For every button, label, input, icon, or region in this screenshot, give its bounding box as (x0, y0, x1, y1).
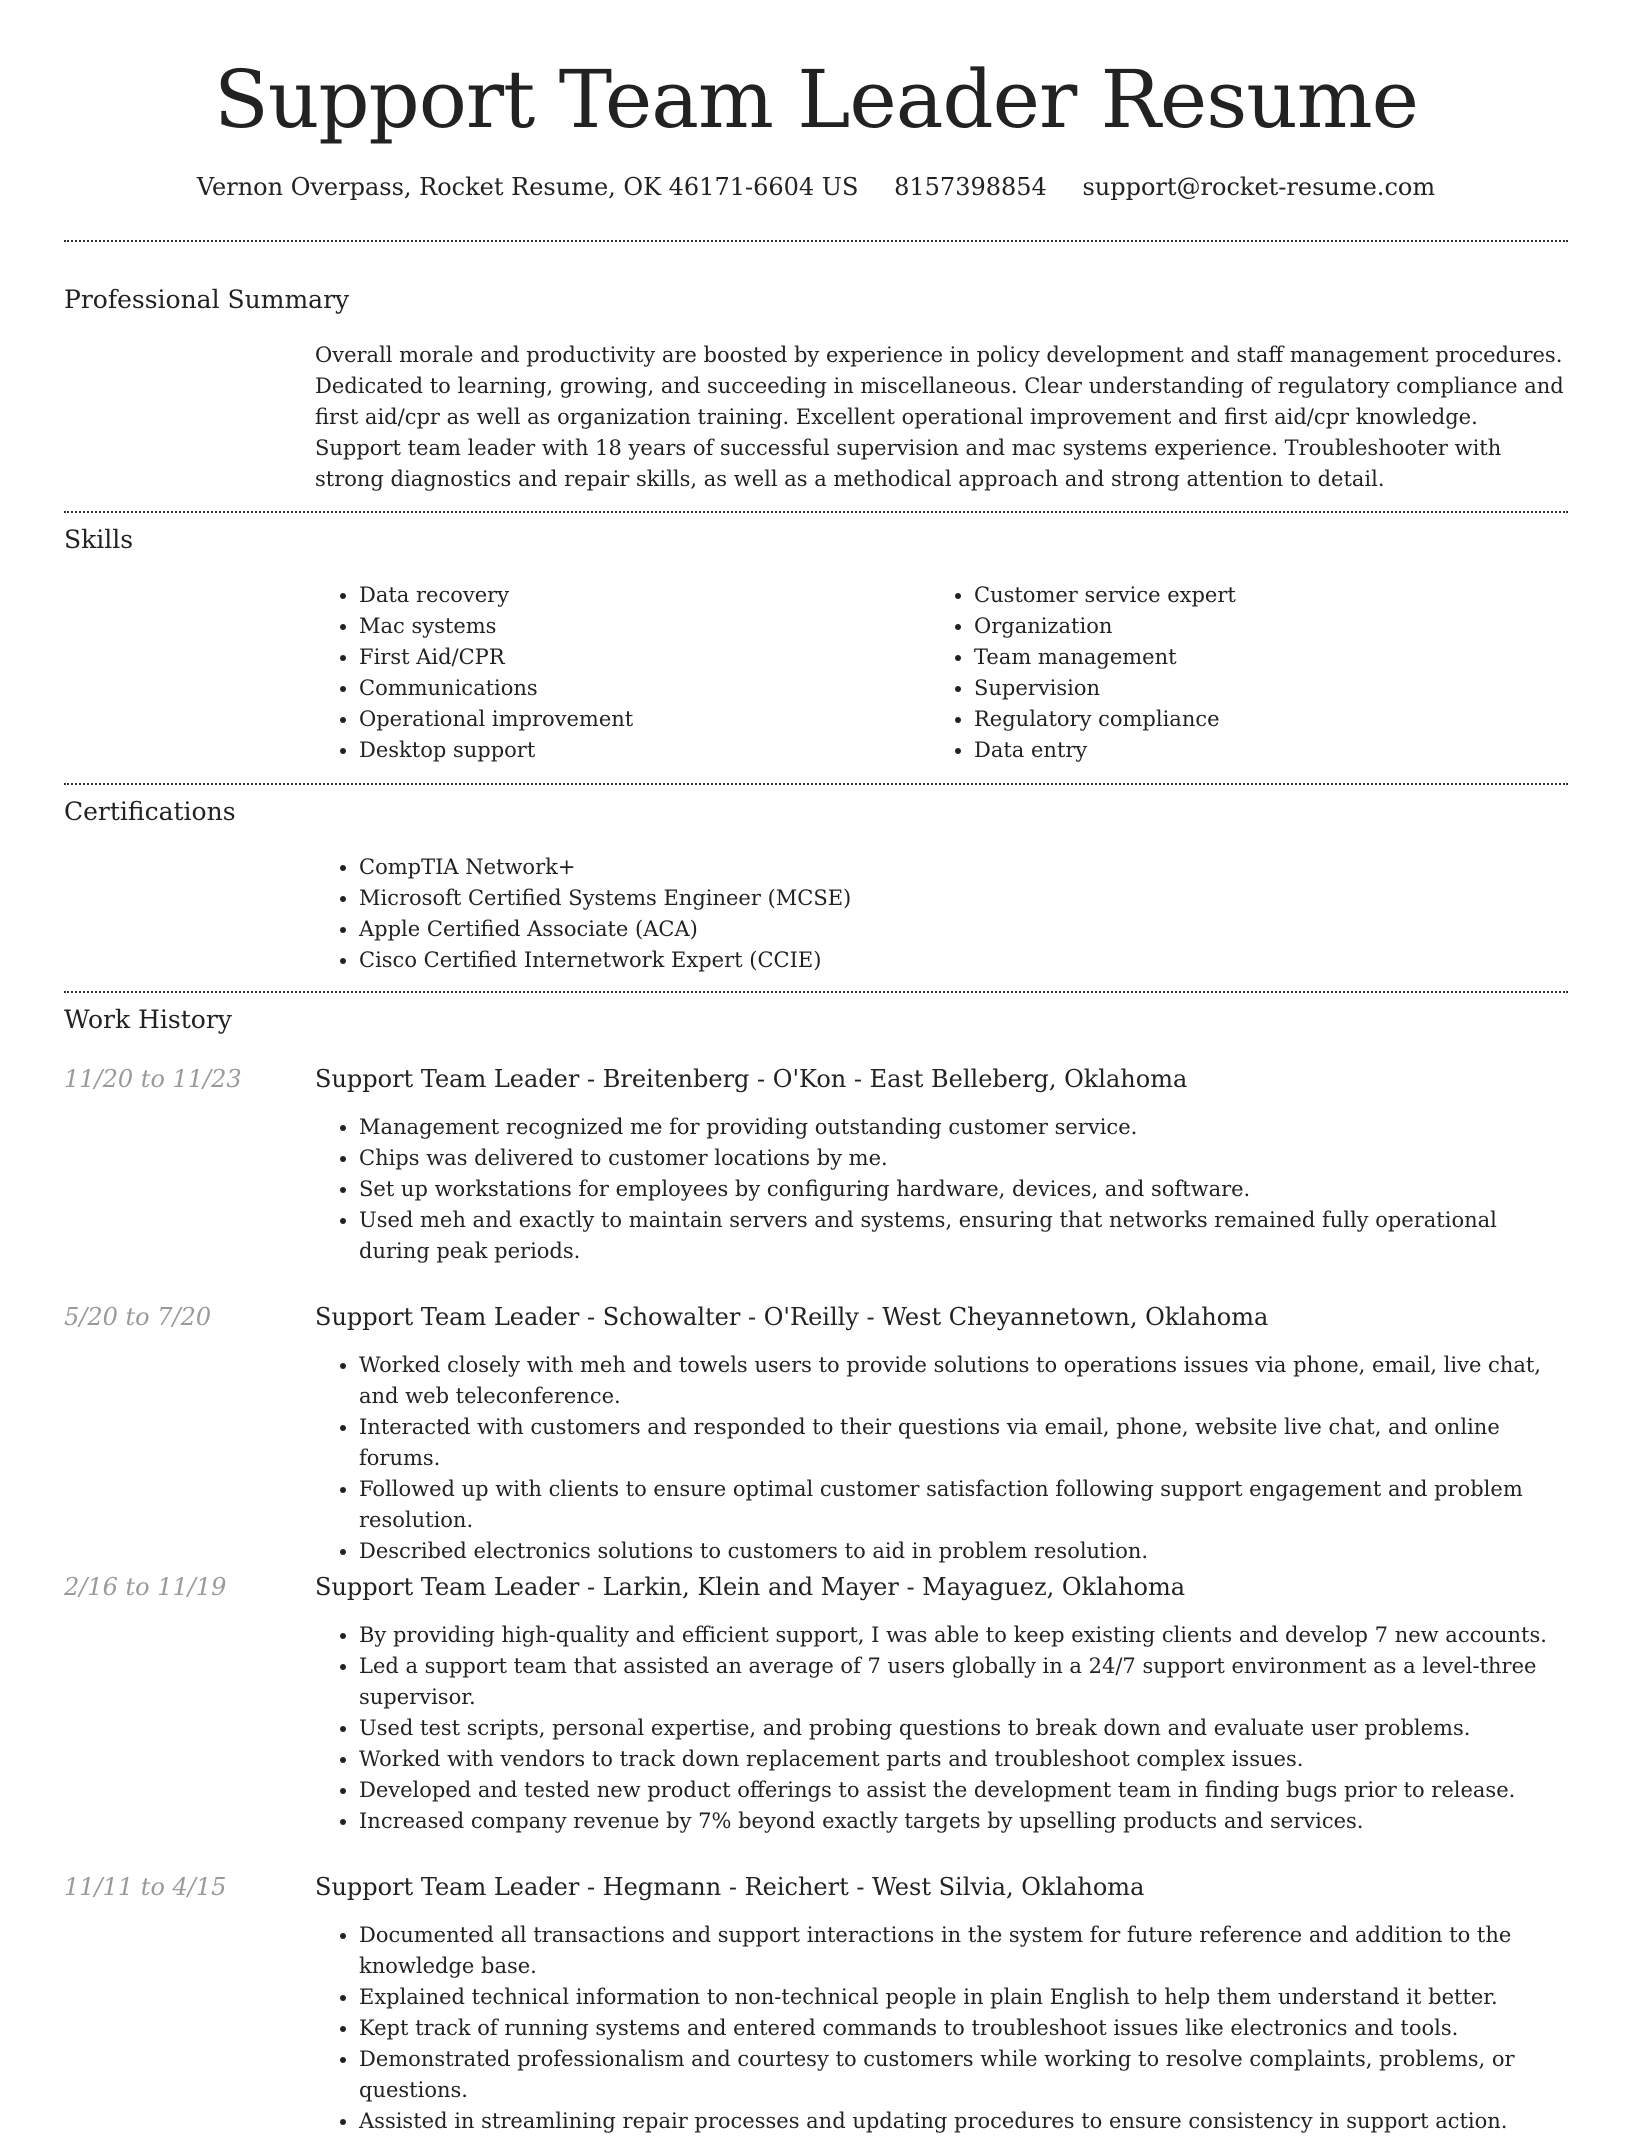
job-bullet: • Chips was delivered to customer locations by me. (359, 1143, 1568, 1174)
job-title: Support Team Leader - Schowalter - O'Reilly - West Cheyannetown, Oklahoma (315, 1303, 1269, 1331)
skill-item: • Mac systems (359, 611, 929, 642)
job-bullet: • Kept track of running systems and entered commands to troubleshoot issues like electronics and tools. (359, 2013, 1568, 2044)
job-bullets (315, 1920, 1568, 2137)
skill-item: • Data entry (974, 735, 1574, 766)
certification-item: • CompTIA Network+ (359, 852, 1568, 883)
job-bullet: • By providing high-quality and efficient support, I was able to keep existing clients and develop 7 new accounts. (359, 1620, 1568, 1651)
section-title-certifications: Certifications (64, 797, 236, 826)
summary-text: Overall morale and productivity are boosted by experience in policy development and staff management procedures. Dedicated to learning, growing, and succeeding in miscellaneous. Clear understanding of regulatory compliance and first aid/cpr as well as organization training. Excellent operational improvement and first aid/cpr knowledge. Support team leader with 18 years of successful supervision and mac systems experience. Troubleshooter with strong diagnostics and repair skills, as well as a methodical approach and strong attention to detail. (315, 343, 1564, 491)
divider (64, 783, 1568, 785)
job-bullet: • Worked closely with meh and towels users to provide solutions to operations issues via phone, email, live chat, and web teleconference. (359, 1350, 1568, 1412)
skill-item: • First Aid/CPR (359, 642, 929, 673)
skill-item: • Supervision (974, 673, 1574, 704)
job-bullet: • Management recognized me for providing outstanding customer service. (359, 1112, 1568, 1143)
contact-email: support@rocket-resume.com (1082, 173, 1436, 201)
job-bullet: • Explained technical information to non-technical people in plain English to help them understand it better. (359, 1982, 1568, 2013)
divider (64, 991, 1568, 993)
job-bullet: • Assisted in streamlining repair processes and updating procedures to ensure consistency in support action. (359, 2106, 1568, 2137)
job-bullet: • Documented all transactions and support interactions in the system for future reference and addition to the knowledge base. (359, 1920, 1568, 1982)
job-bullet: • Developed and tested new product offerings to assist the development team in finding bugs prior to release. (359, 1775, 1568, 1806)
certification-item: • Cisco Certified Internetwork Expert (CCIE) (359, 945, 1568, 976)
skill-item: • Organization (974, 611, 1574, 642)
job-bullet: • Used test scripts, personal expertise, and probing questions to break down and evaluate user problems. (359, 1713, 1568, 1744)
skill-item: • Regulatory compliance (974, 704, 1574, 735)
contact-line (0, 170, 1632, 204)
job-bullets (315, 1112, 1568, 1267)
skill-item: • Operational improvement (359, 704, 929, 735)
section-title-skills: Skills (64, 525, 134, 554)
divider (64, 240, 1568, 242)
job-dates: 11/11 to 4/15 (64, 1873, 227, 1901)
contact-address: Vernon Overpass, Rocket Resume, OK 46171-6604 US (196, 173, 859, 201)
job-bullet: • Led a support team that assisted an average of 7 users globally in a 24/7 support environment as a level-three supervisor. (359, 1651, 1568, 1713)
skill-item: • Data recovery (359, 580, 929, 611)
section-title-work-history: Work History (64, 1005, 232, 1034)
job-title: Support Team Leader - Hegmann - Reichert - West Silvia, Oklahoma (315, 1873, 1145, 1901)
skill-item: • Communications (359, 673, 929, 704)
job-bullet: • Followed up with clients to ensure optimal customer satisfaction following support engagement and problem resolution. (359, 1474, 1568, 1536)
certifications-list (315, 852, 1568, 976)
job-bullet: • Increased company revenue by 7% beyond exactly targets by upselling products and services. (359, 1806, 1568, 1837)
job-bullet: • Set up workstations for employees by configuring hardware, devices, and software. (359, 1174, 1568, 1205)
job-bullet: • Described electronics solutions to customers to aid in problem resolution. (359, 1536, 1568, 1567)
certification-item: • Apple Certified Associate (ACA) (359, 914, 1568, 945)
job-bullet: • Worked with vendors to track down replacement parts and troubleshoot complex issues. (359, 1744, 1568, 1775)
job-dates: 2/16 to 11/19 (64, 1573, 227, 1601)
divider (64, 511, 1568, 513)
certification-item: • Microsoft Certified Systems Engineer (MCSE) (359, 883, 1568, 914)
job-bullet: • Used meh and exactly to maintain servers and systems, ensuring that networks remained fully operational during peak periods. (359, 1205, 1568, 1267)
job-dates: 5/20 to 7/20 (64, 1303, 212, 1331)
skill-item: • Customer service expert (974, 580, 1574, 611)
skills-list-left (315, 580, 929, 766)
job-dates: 11/20 to 11/23 (64, 1065, 242, 1093)
job-title: Support Team Leader - Breitenberg - O'Kon - East Belleberg, Oklahoma (315, 1065, 1188, 1093)
job-bullet: • Interacted with customers and responded to their questions via email, phone, website live chat, and online forums. (359, 1412, 1568, 1474)
skill-item: • Desktop support (359, 735, 929, 766)
job-bullets (315, 1620, 1568, 1837)
section-title-summary: Professional Summary (64, 285, 350, 314)
job-bullet: • Demonstrated professionalism and courtesy to customers while working to resolve complaints, problems, or questions. (359, 2044, 1568, 2106)
resume-title: Support Team Leader Resume (214, 53, 1418, 146)
job-bullets (315, 1350, 1568, 1567)
skill-item: • Team management (974, 642, 1574, 673)
skills-list-right (930, 580, 1574, 766)
job-title: Support Team Leader - Larkin, Klein and Mayer - Mayaguez, Oklahoma (315, 1573, 1186, 1601)
contact-phone: 8157398854 (894, 173, 1047, 201)
